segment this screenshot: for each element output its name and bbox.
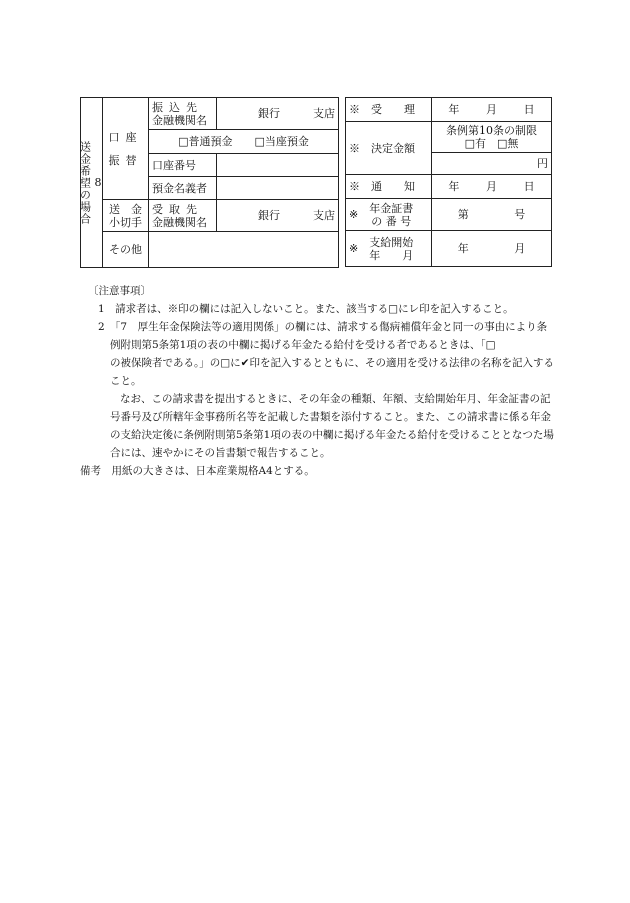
jorei-seigen-field[interactable]: 条例第10条の制限 □有 □無 [432, 122, 552, 153]
shikyu-field[interactable]: 年 月 [432, 231, 552, 267]
section-label [78, 98, 105, 268]
sonota-field[interactable] [149, 232, 339, 268]
uketori-bank-field[interactable]: 銀行 支店 [217, 200, 339, 232]
sonota-label: その他 [103, 232, 149, 268]
uketori-label: 受取先 金融機関名 [149, 200, 217, 232]
note-item-2b: なお、この請求書を提出するときに、その年金の種類、年額、支給開始年月、年金証書の記号番号及び所轄年金事務所名等を記載した書類を添付すること。また、この請求書に係る年金の支給決定後に条例附則第5条第1項の表の中欄に掲げる年金たる給付を受けることとなつた場合には、速やかにその旨書類で報告すること。 [110, 393, 554, 459]
furikomi-label: 振込先 金融機関名 [149, 98, 217, 130]
account-type-field[interactable] [149, 130, 339, 154]
shosho-label: ※ 年金証書 の 番 号 [346, 199, 432, 231]
shosho-field[interactable]: 第 号 [432, 199, 552, 231]
furikae-label: 振替 [108, 153, 143, 167]
meigisha-field[interactable] [217, 177, 339, 200]
soukin-label: 送 金 小切手 [103, 200, 149, 232]
juri-label: ※ 受 理 [346, 98, 432, 122]
section-vertical: 送金希望の場合 [78, 140, 92, 225]
tsuchi-date-field[interactable]: 年 月 日 [432, 175, 552, 199]
kettei-label: ※ 決定金額 [346, 122, 432, 175]
juri-date-field[interactable]: 年 月 日 [432, 98, 552, 122]
toza-checkbox[interactable]: □当座預金 [254, 135, 309, 148]
tsuchi-label: ※ 通 知 [346, 175, 432, 199]
koza-bango-field[interactable] [217, 154, 339, 177]
office-use-table [345, 97, 552, 267]
koza-furikae-cell [103, 98, 149, 200]
koza-bango-label: 口座番号 [149, 154, 217, 177]
remittance-table [80, 97, 339, 268]
bikou: 備考 用紙の大きさは、日本産業規格A4とする。 [80, 465, 315, 477]
section-number: 8 [91, 175, 105, 190]
note-item-1: 1 請求者は、※印の欄には記入しないこと。また、該当する□にレ印を記入すること。 [98, 303, 514, 315]
kettei-amount-field[interactable]: 円 [432, 153, 552, 175]
nashi-checkbox[interactable]: □無 [497, 137, 519, 150]
notes-section [80, 282, 570, 480]
futsu-checkbox[interactable]: □普通預金 [178, 135, 233, 148]
shikyu-label: ※ 支給開始 年 月 [346, 231, 432, 267]
notes-heading: 〔注意事項〕 [88, 285, 151, 297]
koza-label: 口座 [108, 130, 143, 144]
furikomi-bank-field[interactable]: 銀行 支店 [217, 98, 339, 130]
meigisha-label: 預金名義者 [149, 177, 217, 200]
ari-checkbox[interactable]: □有 [464, 137, 486, 150]
note-item-2: 2 「7 厚生年金保険法等の適用関係」の欄には、請求する傷病補償年金と同一の事由により条例附則第5条第1項の表の中欄に掲げる年金たる給付を受ける者であるときは、「□ の被保険者である。」の□に✔印を記入するとともに、その適用を受ける法律の名称を記入すること。 [98, 321, 570, 387]
